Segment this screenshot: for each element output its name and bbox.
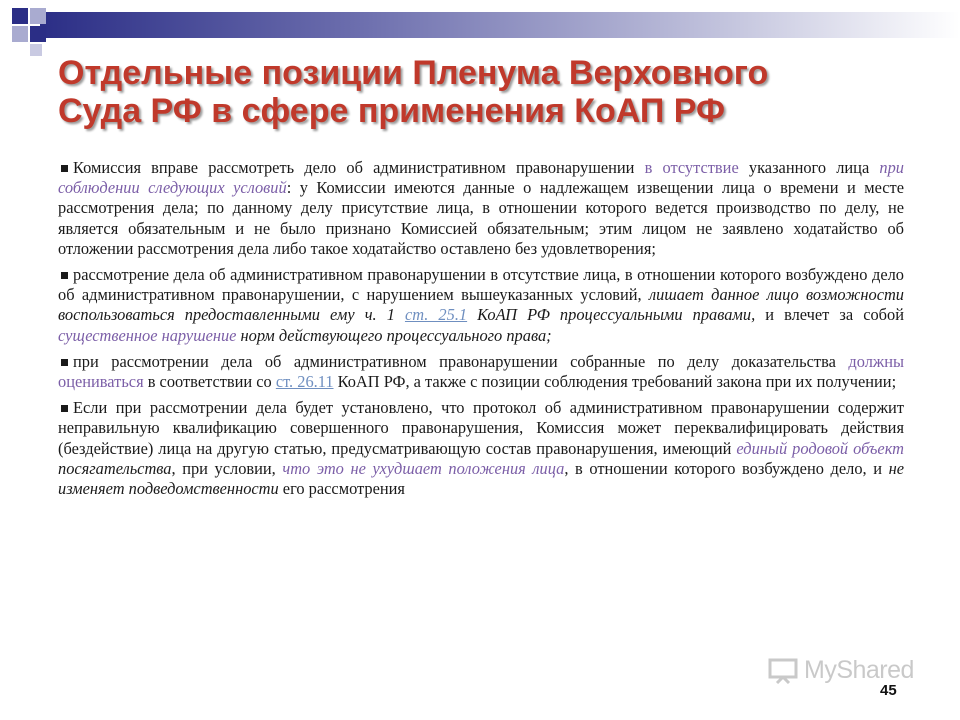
p4-highlight-2: что это не ухудшает положения лица [282,458,565,478]
p4-text-4: его рассмотрения [278,479,405,499]
p2-highlight-1: существенное нарушение [58,325,237,345]
corner-square-3 [12,26,28,42]
p2-link-article-25-1[interactable]: ст. 25.1 [404,305,468,325]
corner-square-2 [30,8,46,24]
bullet-paragraph-3 [58,352,904,392]
watermark-text: MyShared [804,656,914,684]
p4-italic-2: не изменяет подведомственности [58,458,905,499]
title-line-1: Отдельные позиции Пленума Верховного [58,54,769,92]
bullet-paragraph-4 [58,398,904,499]
bullet-icon [61,165,68,172]
p3-highlight-1: должны оцениваться [58,351,904,392]
bullet-icon [61,405,68,412]
p2-italic-2: КоАП РФ процессуальными правами, [467,305,756,325]
presentation-icon [768,658,798,684]
title-line-2: Суда РФ в сфере применения КоАП РФ [58,92,726,130]
p2-italic-1: лишает данное лицо возможности воспользоваться предоставленными ему ч. 1 [58,285,904,325]
p4-italic-1: посягательства [58,458,172,478]
bullet-paragraph-2 [58,265,904,346]
p1-text-1: Комиссия вправе рассмотреть дело об административном правонарушении [73,158,645,177]
p2-text-2: и влечет за собой [755,305,904,325]
p1-text-3: : у Комиссии имеются данные о надлежащем извещении лица о времени и месте рассмотрения дела; по данному делу присутствие лица, в отношении которого ведется производство по делу, не является обязательным и не было признано Комиссией обязательным; этим лицом не заявлено ходатайство об отложении рассмотрения дела либо такое ходатайство оставлено без удовлетворения; [58,178,904,258]
p3-text-2: в соответствии со [143,372,276,392]
corner-square-4 [30,26,46,42]
p4-text-2: , при условии, [171,458,283,478]
bullet-icon [61,272,68,279]
bullet-icon [61,359,68,366]
page-number: 45 [880,682,897,699]
p4-text-1: Если при рассмотрении дела будет установлено, что протокол об административном правонарушении содержит неправильную квалификацию совершенного правонарушения, Комиссия может переквалифицировать действия (бездействие) лица на другую статью, предусматривающую состав правонарушения, имеющий [58,398,904,458]
p1-highlight-2: при соблюдении следующих условий [58,158,904,198]
bullet-paragraph-1 [58,158,904,259]
p2-text-1: рассмотрение дела об административном правонарушении в отсутствие лица, в отношении которого возбуждено дело об административном правонарушении, с нарушением вышеуказанных условий, [58,265,904,305]
p2-italic-3: норм действующего процессуального права; [236,325,552,345]
p3-text-1: при рассмотрении дела об административном правонарушении собранные по делу доказательства [73,351,849,371]
p1-highlight-1: в отсутствие [644,158,739,177]
watermark [768,656,914,685]
p4-highlight-1: единый родовой объект [736,438,904,458]
p3-link-article-26-11[interactable]: ст. 26.11 [275,372,334,392]
p3-text-3: КоАП РФ, а также с позиции соблюдения требований закона при их получении; [333,372,897,392]
slide-body [58,158,904,505]
p4-text-3: , в отношении которого возбуждено дело, и [564,458,889,478]
slide-title [58,54,918,130]
corner-square-1 [12,8,28,24]
p1-text-2: указанного лица [738,158,880,177]
header-gradient-bar [40,12,960,38]
corner-square-5 [30,44,42,56]
